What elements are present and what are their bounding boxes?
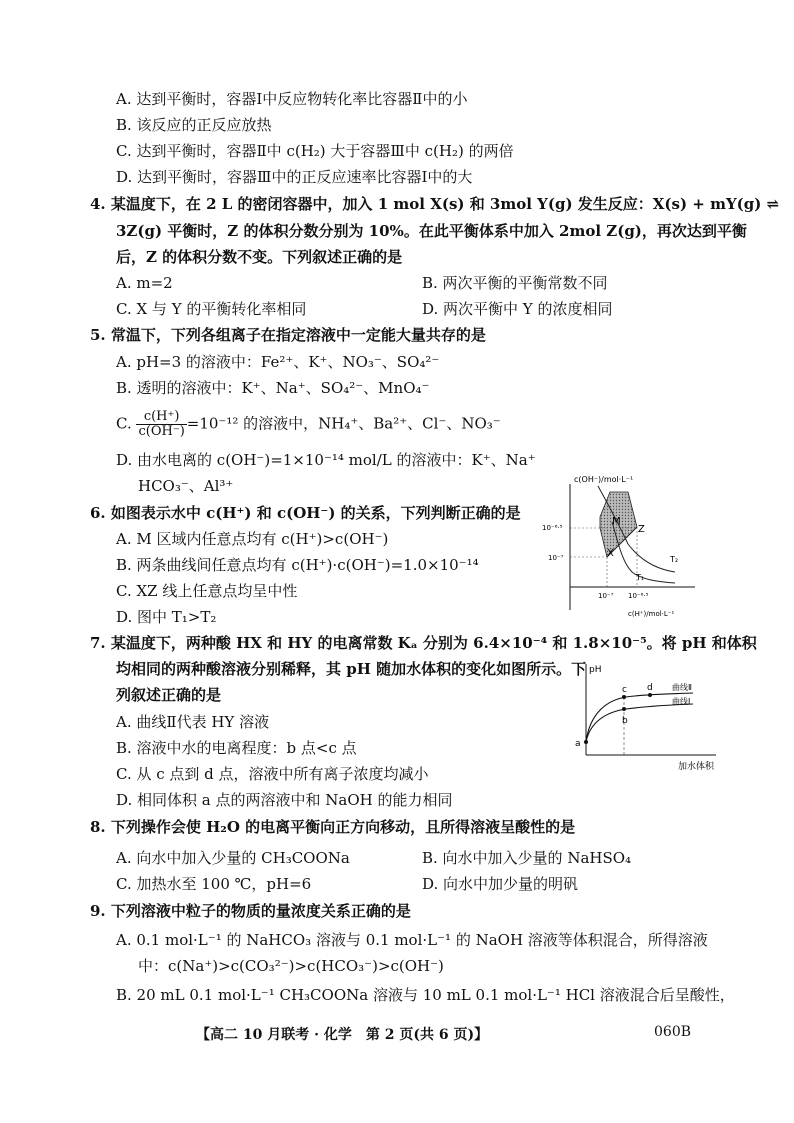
q4-stem-2: 3Z(g) 平衡时，Z 的体积分数分别为 10%。在此平衡体系中加入 2mol Z(g)，再次达到平衡 <box>116 222 747 240</box>
curve-i-label: 曲线Ⅰ <box>672 697 691 706</box>
q4-stem-3: 后，Z 的体积分数不变。下列叙述正确的是 <box>116 248 403 266</box>
q6-option-c: C. XZ 线上任意点均呈中性 <box>116 582 298 600</box>
region-m-label: M <box>612 516 621 527</box>
q3-option-d: D. 达到平衡时，容器Ⅲ中的正反应速率比容器Ⅰ中的大 <box>116 168 473 186</box>
point-d <box>648 693 652 697</box>
q6-option-d: D. 图中 T₁>T₂ <box>116 608 217 626</box>
q6-option-b: B. 两条曲线间任意点均有 c(H⁺)·c(OH⁻)=1.0×10⁻¹⁴ <box>116 556 479 574</box>
x-axis-label: 加水体积 <box>678 762 715 772</box>
paper-code: 060B <box>654 1024 692 1040</box>
q3-option-b: B. 该反应的正反应放热 <box>116 116 272 134</box>
q5-option-d: D. 由水电离的 c(OH⁻)=1×10⁻¹⁴ mol/L 的溶液中：K⁺、Na⁺ <box>116 451 536 469</box>
q7-stem-3: 列叙述正确的是 <box>116 686 222 704</box>
point-c <box>622 695 626 699</box>
point-c-label: c <box>622 685 627 695</box>
q8-stem: 8. 下列操作会使 H₂O 的电离平衡向正方向移动，且所得溶液呈酸性的是 <box>90 818 576 836</box>
q5-stem: 5. 常温下，下列各组离子在指定溶液中一定能大量共存的是 <box>90 326 486 344</box>
q5-option-c-text: =10⁻¹² 的溶液中，NH₄⁺、Ba²⁺、Cl⁻、NO₃⁻ <box>186 414 501 433</box>
ratio-fraction <box>136 410 186 439</box>
q9-stem: 9. 下列溶液中粒子的物质的量浓度关系正确的是 <box>90 902 411 920</box>
q7-figure <box>568 660 718 772</box>
q8-option-b: B. 向水中加入少量的 NaHSO₄ <box>422 849 632 867</box>
q6-option-a: A. M 区域内任意点均有 c(H⁺)>c(OH⁻) <box>116 530 389 548</box>
x-tick-1: 10⁻⁷ <box>598 592 614 600</box>
curve-i <box>586 704 693 742</box>
q6-figure <box>540 472 700 620</box>
q7-option-b: B. 溶液中水的电离程度：b 点<c 点 <box>116 739 357 757</box>
fraction-denominator: c(OH⁻) <box>138 424 185 439</box>
y-axis-label: pH <box>589 665 602 675</box>
q9-option-a: A. 0.1 mol·L⁻¹ 的 NaHCO₃ 溶液与 0.1 mol·L⁻¹ 的 NaOH 溶液等体积混合，所得溶液 <box>116 931 708 949</box>
q3-option-a: A. 达到平衡时，容器Ⅰ中反应物转化率比容器Ⅱ中的小 <box>116 90 468 108</box>
point-a-label: a <box>575 739 581 749</box>
q4-option-b: B. 两次平衡的平衡常数不同 <box>422 274 608 292</box>
point-b <box>622 707 626 711</box>
q7-option-c: C. 从 c 点到 d 点，溶液中所有离子浓度均减小 <box>116 765 429 783</box>
point-b-label: b <box>622 716 628 726</box>
q9-option-b: B. 20 mL 0.1 mol·L⁻¹ CH₃COONa 溶液与 10 mL 0.1 mol·L⁻¹ HCl 溶液混合后呈酸性， <box>116 986 735 1004</box>
point-x-label: X <box>607 548 614 559</box>
q6-stem: 6. 如图表示水中 c(H⁺) 和 c(OH⁻) 的关系，下列判断正确的是 <box>90 504 521 522</box>
y-tick-1: 10⁻⁶·⁵ <box>542 524 563 532</box>
q5-option-b: B. 透明的溶液中：K⁺、Na⁺、SO₄²⁻、MnO₄⁻ <box>116 379 430 397</box>
q8-option-d: D. 向水中加少量的明矾 <box>422 875 579 893</box>
point-z-label: Z <box>638 524 645 535</box>
q5-option-a: A. pH=3 的溶液中：Fe²⁺、K⁺、NO₃⁻、SO₄²⁻ <box>116 353 440 371</box>
curve-ii-label: 曲线Ⅱ <box>672 683 692 692</box>
q4-option-d: D. 两次平衡中 Y 的浓度相同 <box>422 300 613 318</box>
y-tick-2: 10⁻⁷ <box>548 554 564 562</box>
point-d-label: d <box>647 683 653 693</box>
q9-option-a-cont: 中：c(Na⁺)>c(CO₃²⁻)>c(HCO₃⁻)>c(OH⁻) <box>138 957 444 975</box>
q5-option-d-cont: HCO₃⁻、Al³⁺ <box>138 477 234 495</box>
q8-option-a: A. 向水中加入少量的 CH₃COONa <box>116 849 350 867</box>
q3-option-c: C. 达到平衡时，容器Ⅱ中 c(H₂) 大于容器Ⅲ中 c(H₂) 的两倍 <box>116 142 514 160</box>
point-a <box>584 740 588 744</box>
q5-option-c-prefix: C. <box>116 414 137 433</box>
q7-stem-1: 7. 某温度下，两种酸 HX 和 HY 的电离常数 Kₐ 分别为 6.4×10⁻⁴ 和 1.8×10⁻⁵。将 pH 和体积 <box>90 634 757 652</box>
curve-t2-label: T₂ <box>670 555 679 564</box>
q8-option-c: C. 加热水至 100 ℃，pH=6 <box>116 875 312 893</box>
q7-option-a: A. 曲线Ⅱ代表 HY 溶液 <box>116 713 270 731</box>
q5-option-c <box>116 410 501 439</box>
q4-option-a: A. m=2 <box>116 274 173 292</box>
q4-option-c: C. X 与 Y 的平衡转化率相同 <box>116 300 307 318</box>
q7-stem-2: 均相同的两种酸溶液分别稀释，其 pH 随加水体积的变化如图所示。下 <box>116 660 587 678</box>
page-footer: 【高二 10 月联考 · 化学 第 2 页(共 6 页)】 <box>196 1027 489 1043</box>
q4-stem-1: 4. 某温度下，在 2 L 的密闭容器中，加入 1 mol X(s) 和 3mol Y(g) 发生反应：X(s) + mY(g) ⇌ <box>90 195 780 213</box>
curve-t1-label: T₁ <box>636 573 645 582</box>
x-tick-2: 10⁻⁶·⁵ <box>628 592 649 600</box>
q7-option-d: D. 相同体积 a 点的两溶液中和 NaOH 的能力相同 <box>116 791 453 809</box>
x-axis-label: c(H⁺)/mol·L⁻¹ <box>628 610 675 618</box>
y-axis-label: c(OH⁻)/mol·L⁻¹ <box>574 475 634 484</box>
fraction-numerator: c(H⁺) <box>136 410 186 425</box>
